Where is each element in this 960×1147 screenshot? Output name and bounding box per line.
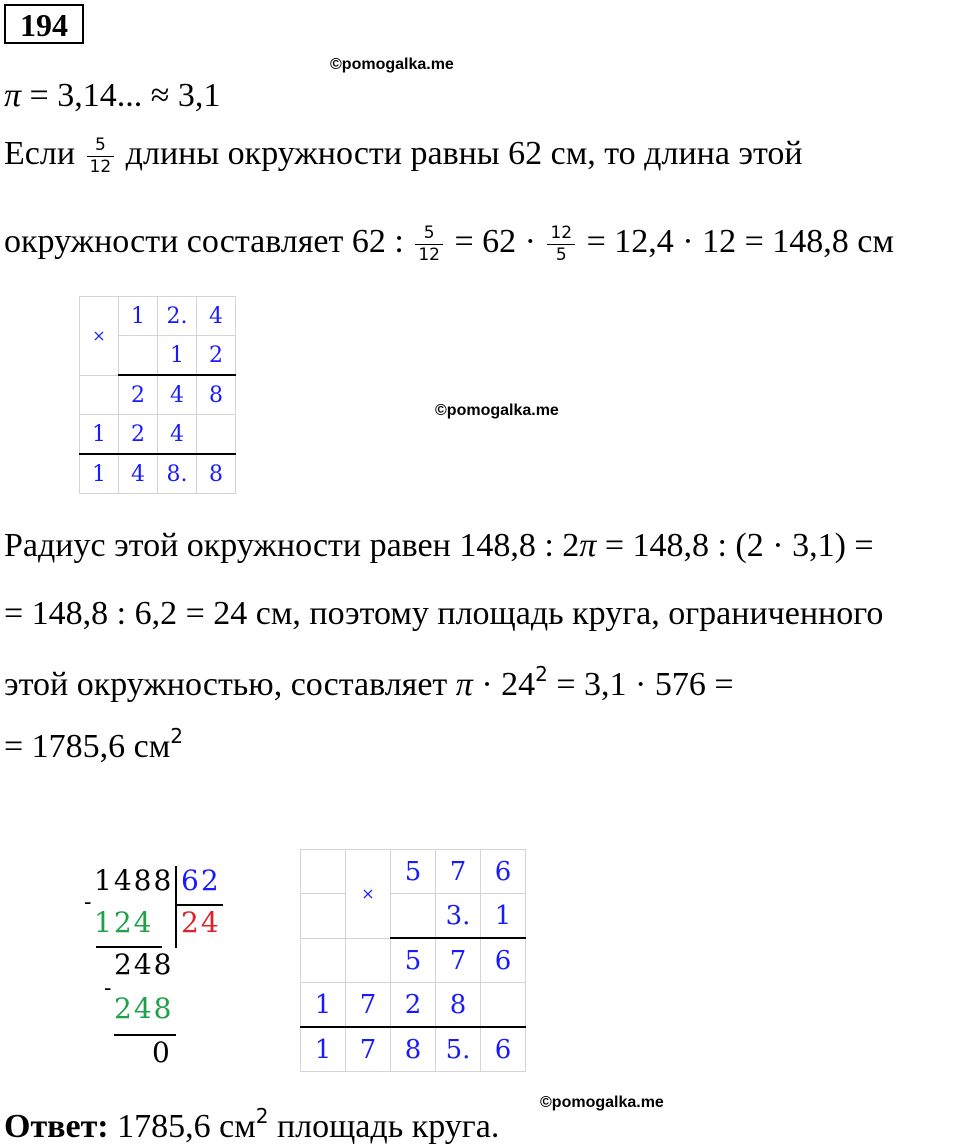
text-line-5: = 148,8 : 6,2 = 24 см, поэтому площадь круга, ограниченного bbox=[4, 595, 884, 632]
grid-cell: 2 bbox=[197, 336, 236, 376]
grid-row bbox=[80, 297, 236, 336]
grid-cell bbox=[301, 894, 346, 939]
pi-symbol: π bbox=[579, 527, 597, 564]
grid-cell: 8 bbox=[436, 983, 481, 1028]
grid-cell bbox=[80, 375, 119, 415]
grid-cell: 5. bbox=[436, 1027, 481, 1072]
watermark-middle: ©pomogalka.me bbox=[435, 402, 559, 419]
fraction-numerator: 12 bbox=[547, 223, 575, 245]
text-line-7 bbox=[4, 716, 183, 767]
grid-cell: 1 bbox=[80, 415, 119, 455]
minus-sign: - bbox=[104, 976, 114, 1001]
line7-text: = 1785,6 см bbox=[4, 728, 171, 765]
grid-cell: 4 bbox=[119, 454, 158, 494]
watermark-top: ©pomogalka.me bbox=[330, 56, 454, 73]
grid-cell: 7 bbox=[346, 983, 391, 1028]
long-division bbox=[84, 864, 234, 1078]
grid-row bbox=[301, 850, 526, 894]
fraction-12-5 bbox=[547, 223, 575, 266]
grid-cell: 8 bbox=[197, 375, 236, 415]
grid-row bbox=[301, 1027, 526, 1072]
grid-row bbox=[301, 894, 526, 939]
grid-cell: 6 bbox=[481, 938, 526, 983]
multiplication-grid-2 bbox=[300, 849, 526, 1072]
grid-cell: 5 bbox=[391, 938, 436, 983]
fraction-5-12-b bbox=[415, 223, 443, 266]
fraction-denominator: 12 bbox=[418, 244, 440, 265]
division-vertical-line bbox=[175, 866, 177, 948]
grid-cell: 2 bbox=[119, 415, 158, 455]
fraction-denominator: 5 bbox=[555, 244, 567, 265]
grid-cell: 3. bbox=[436, 894, 481, 939]
grid-cell bbox=[481, 983, 526, 1028]
minus-sign: - bbox=[84, 890, 94, 915]
grid-row bbox=[301, 938, 526, 983]
line2-after: длины окружности равны 62 см, то длина этой bbox=[117, 135, 803, 172]
grid-cell: 4 bbox=[197, 297, 236, 336]
pi-approximation bbox=[4, 76, 220, 116]
remainder-1: 248 bbox=[114, 948, 174, 981]
grid-cell: 4 bbox=[158, 375, 197, 415]
grid-cell: 1 bbox=[119, 297, 158, 336]
text-line-3 bbox=[4, 222, 894, 266]
grid-cell: 8. bbox=[158, 454, 197, 494]
exponent: 2 bbox=[535, 662, 548, 686]
grid-cell: 1 bbox=[301, 983, 346, 1028]
subtrahend-1: 124 bbox=[94, 906, 154, 939]
line3-mid: = 62 · bbox=[445, 223, 545, 260]
line6-text2: · 24 bbox=[472, 666, 536, 703]
text-line-6 bbox=[4, 654, 734, 705]
dividend: 1488 bbox=[94, 864, 174, 897]
exponent: 2 bbox=[255, 1104, 269, 1128]
grid-cell: 4 bbox=[158, 415, 197, 455]
grid-cell: 7 bbox=[436, 850, 481, 894]
answer-text2: площадь круга. bbox=[268, 1108, 500, 1145]
answer-label: Ответ: bbox=[4, 1108, 109, 1145]
grid-row bbox=[301, 983, 526, 1028]
grid-cell bbox=[119, 336, 158, 376]
pi-symbol: π bbox=[4, 77, 22, 114]
line4-text2: = 148,8 : (2 · 3,1) = bbox=[596, 527, 874, 564]
line4-text1: Радиус этой окружности равен 148,8 : 2 bbox=[4, 527, 580, 564]
fraction-5-12 bbox=[87, 135, 115, 178]
grid-row bbox=[80, 454, 236, 494]
grid-cell: 2. bbox=[158, 297, 197, 336]
grid-cell bbox=[391, 894, 436, 939]
multiplication-grid-1 bbox=[79, 296, 236, 494]
grid-cell bbox=[301, 850, 346, 894]
line6-text1: этой окружностью, составляет bbox=[4, 666, 456, 703]
fraction-denominator: 12 bbox=[89, 156, 112, 177]
grid-cell: 8 bbox=[391, 1027, 436, 1072]
grid-row bbox=[80, 415, 236, 455]
grid-cell: 2 bbox=[391, 983, 436, 1028]
line6-text3: = 3,1 · 576 = bbox=[547, 666, 734, 703]
grid-cell: 6 bbox=[481, 850, 526, 894]
grid-cell: 7 bbox=[436, 938, 481, 983]
grid-cell bbox=[301, 938, 346, 983]
grid-cell: 1 bbox=[481, 894, 526, 939]
line2-before: Если bbox=[4, 135, 84, 172]
grid-cell: 2 bbox=[119, 375, 158, 415]
grid-cell: 7 bbox=[346, 1027, 391, 1072]
subtrahend-2: 248 bbox=[114, 992, 174, 1025]
quotient: 24 bbox=[181, 906, 221, 939]
multiply-sign: × bbox=[80, 297, 119, 376]
fraction-numerator: 5 bbox=[87, 135, 115, 157]
divisor: 62 bbox=[181, 864, 221, 897]
answer-text: 1785,6 см bbox=[108, 1108, 256, 1145]
grid-cell: 1 bbox=[158, 336, 197, 376]
grid-cell: 5 bbox=[391, 850, 436, 894]
problem-number: 194 bbox=[4, 4, 84, 44]
grid-cell: 1 bbox=[80, 454, 119, 494]
division-result: 0 bbox=[152, 1036, 172, 1069]
grid-cell: 6 bbox=[481, 1027, 526, 1072]
text-line-2 bbox=[4, 134, 803, 178]
grid-cell: 8 bbox=[197, 454, 236, 494]
line3-before: окружности составляет 62 : bbox=[4, 223, 413, 260]
text-line-4 bbox=[4, 526, 874, 566]
watermark-bottom: ©pomogalka.me bbox=[540, 1094, 664, 1111]
pi-value-text: = 3,14... ≈ 3,1 bbox=[21, 77, 221, 114]
multiply-sign: × bbox=[346, 850, 391, 939]
grid-cell bbox=[197, 415, 236, 455]
exponent: 2 bbox=[170, 724, 184, 748]
grid-cell: 1 bbox=[301, 1027, 346, 1072]
fraction-numerator: 5 bbox=[415, 223, 443, 245]
answer-line bbox=[4, 1096, 499, 1147]
grid-row bbox=[80, 375, 236, 415]
pi-symbol: π bbox=[455, 666, 473, 703]
line3-after: = 12,4 · 12 = 148,8 см bbox=[578, 223, 894, 260]
grid-cell bbox=[346, 938, 391, 983]
